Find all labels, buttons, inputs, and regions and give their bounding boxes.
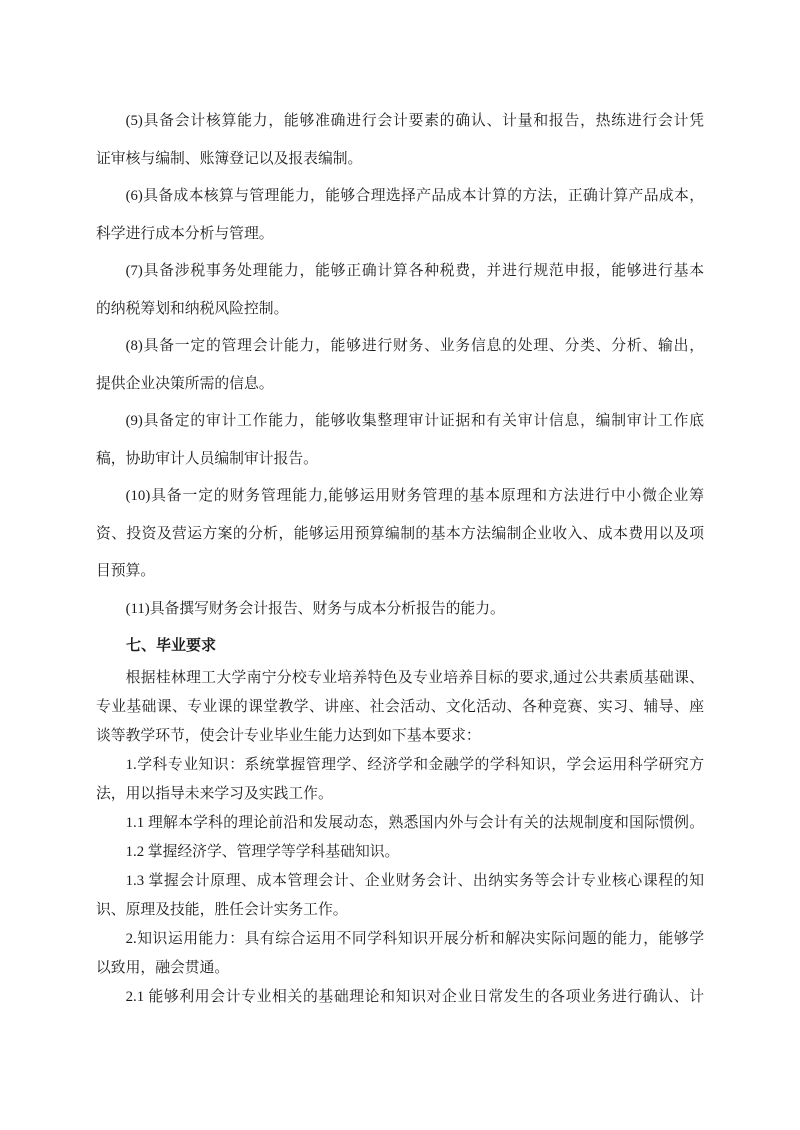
paragraph-line: (6)具备成本核算与管理能力，能够合理选择产品成本计算的方法，正确计算产品成本， [125, 188, 704, 204]
paragraph-line: 谈等教学环节，使会计专业毕业生能力达到如下基本要求： [96, 727, 481, 744]
paragraph-line: (5)具备会计核算能力，能够准确进行会计要素的确认、计量和报告，热练进行会计凭 [125, 113, 704, 129]
paragraph-line: (10)具备一定的财务管理能力,能够运用财务管理的基本原理和方法进行中小微企业筹 [125, 488, 704, 504]
paragraph-line: 资、投资及营运方案的分析，能够运用预算编制的基本方法编制企业收入、成本费用以及项 [96, 525, 704, 542]
page-content [96, 0, 704, 1012]
paragraph-line: 1.学科专业知识：系统掌握管理学、经济学和金融学的学科知识，学会运用科学研究方 [125, 756, 704, 773]
section-heading: 七、毕业要求 [126, 638, 217, 654]
body-paragraph [96, 178, 704, 253]
body-paragraph [96, 809, 704, 838]
paragraph-line: (8)具备一定的管理会计能力，能够进行财务、业务信息的处理、分类、分析、输出， [125, 338, 704, 354]
paragraph-line: 法，用以指导未来学习及实践工作。 [96, 785, 333, 802]
body-paragraph [96, 253, 704, 328]
paragraph-line: 的纳税筹划和纳税风险控制。 [96, 300, 289, 317]
paragraph-line: 1.3 掌握会计原理、成本管理会计、企业财务会计、出纳实务等会计专业核心课程的知 [125, 872, 704, 889]
paragraph-line: 1.1 理解本学科的理论前沿和发展动态，熟悉国内外与会计有关的法规制度和国际惯例。 [125, 814, 704, 831]
paragraph-line: 根据桂林理工大学南宁分校专业培养特色及专业培养目标的要求,通过公共素质基础课、 [125, 669, 704, 686]
body-paragraph [96, 867, 704, 925]
body-paragraph [96, 591, 704, 629]
paragraph-line: 证审核与编制、账簿登记以及报表编制。 [96, 150, 363, 167]
body-paragraph [96, 103, 704, 178]
section-abilities [96, 103, 704, 628]
body-paragraph [96, 838, 704, 867]
body-paragraph [96, 403, 704, 478]
paragraph-line: 2.1 能够利用会计专业相关的基础理论和知识对企业日常发生的各项业务进行确认、计 [125, 988, 704, 1005]
paragraph-line: (7)具备涉税事务处理能力，能够正确计算各种税费，并进行规范申报，能够进行基本 [125, 263, 704, 279]
body-paragraph [96, 751, 704, 809]
body-paragraph [96, 925, 704, 983]
paragraph-line: (11)具备撰写财务会计报告、财务与成本分析报告的能力。 [125, 600, 505, 617]
paragraph-line: 科学进行成本分析与管理。 [96, 225, 274, 242]
paragraph-line: 2.知识运用能力：具有综合运用不同学科知识开展分析和解决实际问题的能力，能够学 [125, 930, 704, 947]
body-paragraph [96, 664, 704, 751]
paragraph-line: 专业基础课、专业课的课堂教学、讲座、社会活动、文化活动、各种竞赛、实习、辅导、座 [96, 698, 704, 715]
paragraph-line: 稿，协助审计人员编制审计报告。 [96, 450, 318, 467]
paragraph-line: 目预算。 [96, 563, 156, 579]
section-heading-block [96, 628, 704, 666]
paragraph-line: (9)具备定的审计工作能力，能够收集整理审计证据和有关审计信息，编制审计工作底 [125, 413, 704, 429]
section-graduation-requirements [96, 664, 704, 1012]
paragraph-line: 提供企业决策所需的信息。 [96, 375, 274, 392]
paragraph-line: 识、原理及技能，胜任会计实务工作。 [96, 901, 348, 918]
body-paragraph [96, 983, 704, 1012]
paragraph-line: 1.2 掌握经济学、管理学等学科基础知识。 [125, 843, 400, 860]
body-paragraph [96, 328, 704, 403]
body-paragraph [96, 478, 704, 591]
paragraph-line: 以致用，融会贯通。 [96, 959, 230, 976]
